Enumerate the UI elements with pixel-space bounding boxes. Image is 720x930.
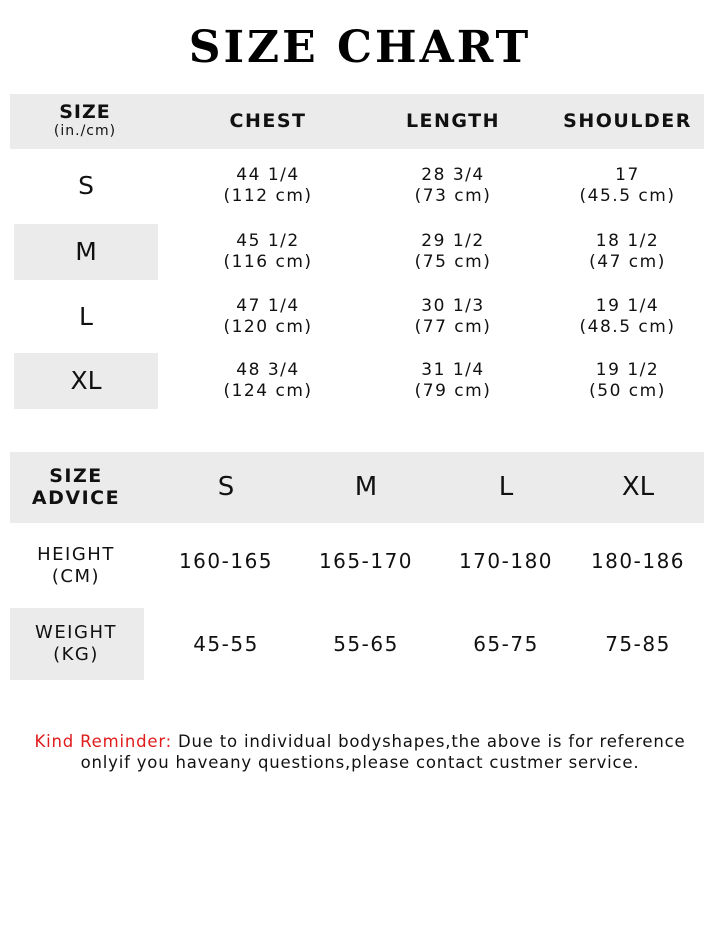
size-row-label-xl: XL <box>70 366 102 396</box>
weight-row-label: WEIGHT (KG) <box>35 622 117 665</box>
shoulder-value-xl: 19 1/2 (50 cm) <box>589 359 666 401</box>
page-title: SIZE CHART <box>188 22 532 73</box>
shoulder-value-l: 19 1/4 (48.5 cm) <box>579 295 676 337</box>
size-column-header <box>10 94 160 149</box>
shoulder-column-header: SHOULDER <box>563 109 692 132</box>
unit-header-label: (in./cm) <box>53 122 117 139</box>
weight-value-m: 55-65 <box>333 631 399 656</box>
weight-value-xl: 75-85 <box>605 631 671 656</box>
height-value-s: 160-165 <box>178 548 274 573</box>
size-header-label: SIZE <box>59 100 111 123</box>
kind-reminder-text: Due to individual bodyshapes,the above is for reference onlyif you haveany questions,please contact custmer service. <box>80 732 686 772</box>
chest-column-header: CHEST <box>229 109 307 132</box>
height-value-l: 170-180 <box>458 548 554 573</box>
length-value-xl: 31 1/4 (79 cm) <box>414 359 492 401</box>
chest-value-s: 44 1/4 (112 cm) <box>223 164 313 206</box>
length-column-header: LENGTH <box>405 109 501 132</box>
size-row-label-s: S <box>78 171 94 201</box>
shoulder-value-s: 17 (45.5 cm) <box>579 164 676 206</box>
shoulder-value-m: 18 1/2 (47 cm) <box>589 230 666 272</box>
height-value-xl: 180-186 <box>590 548 686 573</box>
length-value-l: 30 1/3 (77 cm) <box>414 295 492 337</box>
chest-value-xl: 48 3/4 (124 cm) <box>223 359 313 401</box>
size-advice-header: SIZE ADVICE <box>31 464 121 509</box>
kind-reminder <box>20 732 700 773</box>
height-value-m: 165-170 <box>318 548 414 573</box>
size-row-label-m: M <box>75 237 97 267</box>
kind-reminder-label: Kind Reminder: <box>34 732 172 751</box>
length-value-m: 29 1/2 (75 cm) <box>414 230 492 272</box>
chest-value-m: 45 1/2 (116 cm) <box>223 230 313 272</box>
weight-value-l: 65-75 <box>473 631 539 656</box>
size-row-label-l: L <box>79 302 93 332</box>
height-row-label: HEIGHT (CM) <box>37 544 115 587</box>
advice-size-l: L <box>498 472 514 503</box>
chest-value-l: 47 1/4 (120 cm) <box>223 295 313 337</box>
weight-value-s: 45-55 <box>193 631 259 656</box>
advice-size-m: M <box>354 472 378 503</box>
advice-size-s: S <box>217 472 235 503</box>
length-value-s: 28 3/4 (73 cm) <box>414 164 492 206</box>
advice-size-xl: XL <box>621 472 655 503</box>
